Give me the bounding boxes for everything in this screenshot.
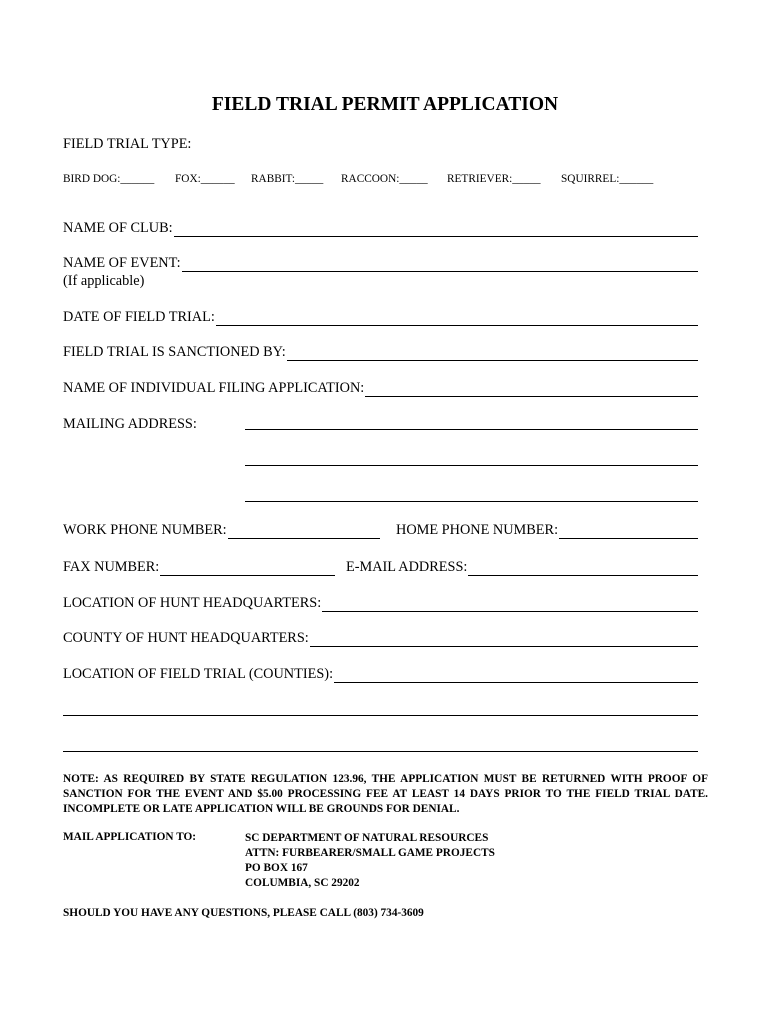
mailing-line-2[interactable]: [245, 465, 698, 466]
date-line[interactable]: [216, 312, 698, 326]
mail-to-address: [245, 831, 495, 891]
trial-location-line[interactable]: [334, 669, 698, 683]
address-line-4: COLUMBIA, SC 29202: [245, 877, 360, 889]
fax-line[interactable]: [160, 562, 335, 576]
address-line-3: PO BOX 167: [245, 862, 308, 874]
home-phone-line[interactable]: [559, 525, 698, 539]
address-line-1: SC DEPARTMENT OF NATURAL RESOURCES: [245, 832, 489, 844]
mailing-label: MAILING ADDRESS:: [63, 416, 197, 432]
email-field[interactable]: [346, 559, 698, 576]
option-bird-dog[interactable]: BIRD DOG:______: [63, 173, 155, 185]
club-label: NAME OF CLUB:: [63, 220, 173, 236]
work-phone-label: WORK PHONE NUMBER:: [63, 522, 227, 538]
trial-location-line-3[interactable]: [63, 751, 698, 752]
mailing-line-3[interactable]: [245, 501, 698, 502]
event-note: (If applicable): [63, 273, 145, 289]
trial-location-line-2[interactable]: [63, 715, 698, 716]
fax-label: FAX NUMBER:: [63, 559, 160, 575]
note-paragraph: NOTE: AS REQUIRED BY STATE REGULATION 123.96, THE APPLICATION MUST BE RETURNED WITH PROOF OF SANCTION FOR THE EVENT AND $5.00 PROCESSING FEE AT LEAST 14 DAYS PRIOR TO THE FIELD TRIAL DATE. INCOMPLETE OR LATE APPLICATION WILL BE GROUNDS FOR DENIAL.: [63, 773, 708, 815]
trial-location-field[interactable]: [63, 666, 698, 683]
date-field[interactable]: [63, 309, 698, 326]
hq-location-label: LOCATION OF HUNT HEADQUARTERS:: [63, 595, 322, 611]
option-raccoon[interactable]: RACCOON:_____: [341, 173, 428, 185]
filer-line[interactable]: [365, 383, 698, 397]
work-phone-line[interactable]: [228, 525, 380, 539]
email-label: E-MAIL ADDRESS:: [346, 559, 468, 575]
page-title: FIELD TRIAL PERMIT APPLICATION: [211, 94, 559, 115]
mailing-line-1[interactable]: [245, 429, 698, 430]
event-line[interactable]: [182, 258, 698, 272]
sanctioned-line[interactable]: [287, 347, 698, 361]
club-line[interactable]: [174, 223, 698, 237]
contact-line: SHOULD YOU HAVE ANY QUESTIONS, PLEASE CALL (803) 734-3609: [63, 907, 424, 919]
address-line-2: ATTN: FURBEARER/SMALL GAME PROJECTS: [245, 847, 495, 859]
work-phone-field[interactable]: [63, 522, 380, 539]
filer-label: NAME OF INDIVIDUAL FILING APPLICATION:: [63, 380, 365, 396]
option-retriever[interactable]: RETRIEVER:_____: [447, 173, 541, 185]
date-label: DATE OF FIELD TRIAL:: [63, 309, 215, 325]
sanctioned-label: FIELD TRIAL IS SANCTIONED BY:: [63, 344, 286, 360]
trial-location-label: LOCATION OF FIELD TRIAL (COUNTIES):: [63, 666, 334, 682]
club-field[interactable]: [63, 220, 698, 237]
home-phone-field[interactable]: [396, 522, 698, 539]
event-label: NAME OF EVENT:: [63, 255, 181, 271]
home-phone-label: HOME PHONE NUMBER:: [396, 522, 559, 538]
fax-field[interactable]: [63, 559, 335, 576]
hq-location-line[interactable]: [322, 598, 698, 612]
email-line[interactable]: [468, 562, 698, 576]
hq-county-field[interactable]: [63, 630, 698, 647]
option-fox[interactable]: FOX:______: [175, 173, 235, 185]
mail-to-label: MAIL APPLICATION TO:: [63, 831, 197, 843]
hq-location-field[interactable]: [63, 595, 698, 612]
option-rabbit[interactable]: RABBIT:_____: [251, 173, 324, 185]
trial-type-label: FIELD TRIAL TYPE:: [63, 136, 192, 152]
filer-field[interactable]: [63, 380, 698, 397]
event-field[interactable]: [63, 255, 698, 272]
hq-county-line[interactable]: [310, 633, 698, 647]
sanctioned-field[interactable]: [63, 344, 698, 361]
option-squirrel[interactable]: SQUIRREL:______: [561, 173, 654, 185]
hq-county-label: COUNTY OF HUNT HEADQUARTERS:: [63, 630, 309, 646]
